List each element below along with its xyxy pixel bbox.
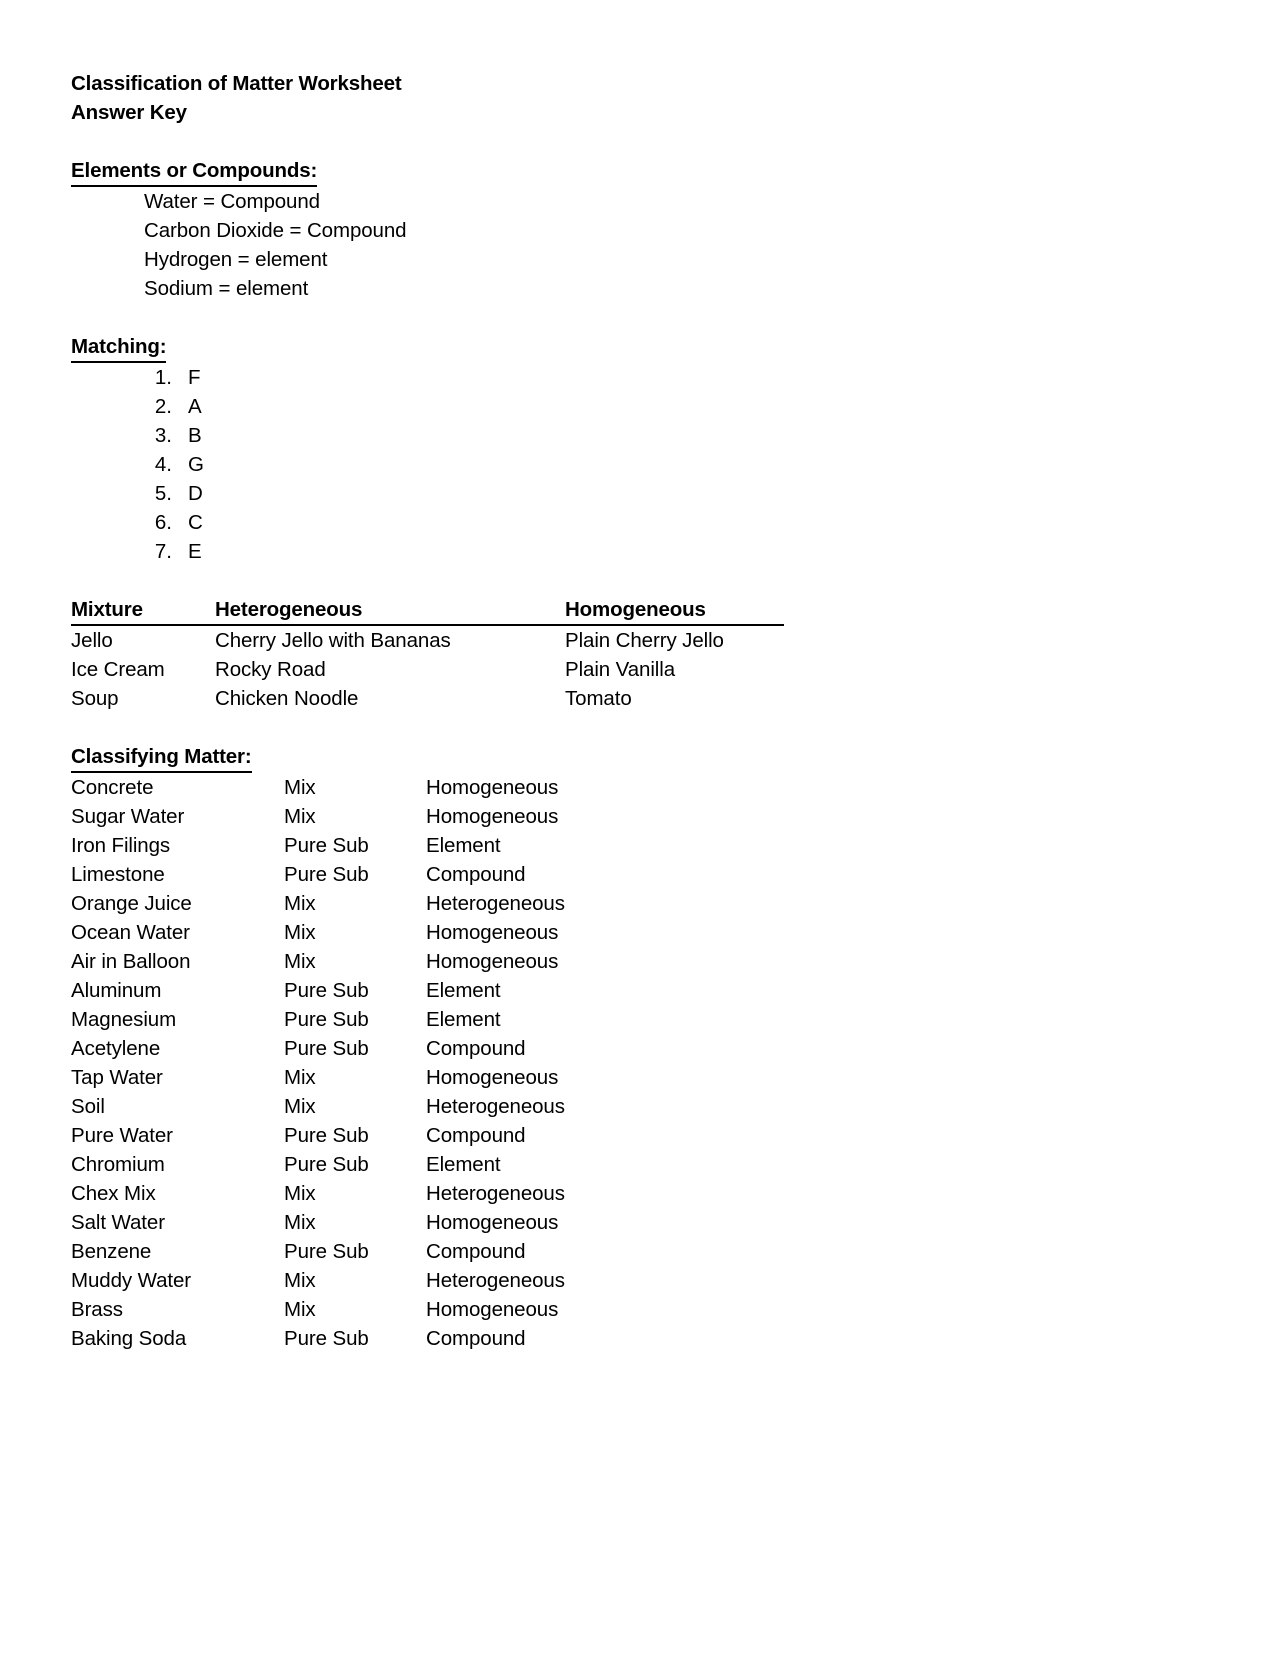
cell-mixture: Ice Cream <box>71 658 165 681</box>
table-row <box>71 1005 686 1034</box>
list-item-number: 6. <box>154 511 172 534</box>
list-item: Water = Compound <box>144 190 320 213</box>
mixture-table-body <box>71 625 784 713</box>
classifying-matter-table-body <box>71 773 686 1353</box>
cell-substance: Muddy Water <box>71 1269 192 1292</box>
cell-category: Element <box>426 979 501 1002</box>
title-line-2: Answer Key <box>71 100 187 124</box>
list-item-number: 2. <box>154 395 172 418</box>
list-item <box>144 508 1280 537</box>
list-item <box>144 421 1280 450</box>
classifying-matter-heading: Classifying Matter: <box>71 742 252 773</box>
cell-category: Element <box>426 1153 501 1176</box>
mixture-table <box>71 595 784 713</box>
table-row <box>71 1092 686 1121</box>
section-classifying-matter <box>71 742 1280 1353</box>
cell-category: Compound <box>426 1327 526 1350</box>
list-item <box>144 392 1280 421</box>
cell-type: Mix <box>284 1095 316 1118</box>
cell-substance: Aluminum <box>71 979 162 1002</box>
cell-type: Mix <box>284 805 316 828</box>
table-row <box>71 947 686 976</box>
cell-type: Mix <box>284 1269 316 1292</box>
spacer <box>71 303 1280 332</box>
cell-category: Homogeneous <box>426 1298 559 1321</box>
cell-mixture: Jello <box>71 629 113 652</box>
table-row <box>71 860 686 889</box>
table-row <box>71 802 686 831</box>
section-matching <box>71 332 1280 566</box>
cell-substance: Ocean Water <box>71 921 190 944</box>
cell-substance: Benzene <box>71 1240 152 1263</box>
cell-category: Compound <box>426 1037 526 1060</box>
cell-type: Mix <box>284 776 316 799</box>
table-row <box>71 1121 686 1150</box>
cell-type: Mix <box>284 921 316 944</box>
cell-category: Homogeneous <box>426 921 559 944</box>
cell-category: Compound <box>426 1240 526 1263</box>
list-item-answer: D <box>188 482 203 505</box>
column-header-heterogeneous: Heterogeneous <box>215 595 565 625</box>
cell-heterogeneous: Rocky Road <box>215 658 326 681</box>
cell-substance: Salt Water <box>71 1211 165 1234</box>
cell-type: Pure Sub <box>284 1037 369 1060</box>
list-item: Sodium = element <box>144 277 309 300</box>
list-item-number: 1. <box>154 366 172 389</box>
cell-homogeneous: Plain Vanilla <box>565 658 675 681</box>
cell-category: Heterogeneous <box>426 1269 565 1292</box>
cell-mixture: Soup <box>71 687 119 710</box>
table-header-row <box>71 595 784 625</box>
spacer <box>71 566 1280 595</box>
list-item: Carbon Dioxide = Compound <box>144 219 407 242</box>
table-row <box>71 1150 686 1179</box>
list-item-number: 3. <box>154 424 172 447</box>
cell-homogeneous: Plain Cherry Jello <box>565 629 724 652</box>
list-item-number: 4. <box>154 453 172 476</box>
cell-category: Homogeneous <box>426 1066 559 1089</box>
table-row <box>71 1034 686 1063</box>
spacer <box>71 713 1280 742</box>
table-row <box>71 625 784 655</box>
cell-type: Pure Sub <box>284 1327 369 1350</box>
cell-type: Mix <box>284 892 316 915</box>
classifying-heading-wrap <box>71 742 1280 773</box>
list-item <box>144 537 1280 566</box>
cell-substance: Magnesium <box>71 1008 177 1031</box>
elements-heading-wrap <box>71 156 1280 187</box>
cell-category: Heterogeneous <box>426 1182 565 1205</box>
table-row <box>71 889 686 918</box>
cell-substance: Iron Filings <box>71 834 171 857</box>
cell-category: Homogeneous <box>426 776 559 799</box>
cell-type: Pure Sub <box>284 863 369 886</box>
cell-category: Heterogeneous <box>426 892 565 915</box>
document-title <box>71 70 1280 127</box>
cell-category: Homogeneous <box>426 950 559 973</box>
cell-substance: Acetylene <box>71 1037 161 1060</box>
cell-substance: Chromium <box>71 1153 165 1176</box>
cell-heterogeneous: Cherry Jello with Bananas <box>215 629 451 652</box>
column-header-mixture: Mixture <box>71 595 215 625</box>
list-item-answer: F <box>188 366 201 389</box>
cell-substance: Baking Soda <box>71 1327 187 1350</box>
list-item-answer: A <box>188 395 202 418</box>
cell-type: Mix <box>284 1211 316 1234</box>
table-row <box>71 976 686 1005</box>
cell-type: Pure Sub <box>284 1124 369 1147</box>
cell-type: Pure Sub <box>284 1240 369 1263</box>
cell-type: Mix <box>284 1066 316 1089</box>
cell-type: Pure Sub <box>284 979 369 1002</box>
list-item <box>144 363 1280 392</box>
elements-list <box>144 187 1280 303</box>
cell-homogeneous: Tomato <box>565 687 632 710</box>
list-item-number: 5. <box>154 482 172 505</box>
mixture-table-head <box>71 595 784 625</box>
table-row <box>71 1295 686 1324</box>
cell-type: Pure Sub <box>284 1008 369 1031</box>
list-item-number: 7. <box>154 540 172 563</box>
cell-substance: Concrete <box>71 776 154 799</box>
cell-category: Heterogeneous <box>426 1095 565 1118</box>
table-row <box>71 655 784 684</box>
list-item-answer: E <box>188 540 202 563</box>
cell-category: Compound <box>426 863 526 886</box>
matching-heading-wrap <box>71 332 1280 363</box>
table-row <box>71 1237 686 1266</box>
cell-substance: Air in Balloon <box>71 950 191 973</box>
title-line-1: Classification of Matter Worksheet <box>71 72 402 95</box>
table-row <box>71 1179 686 1208</box>
list-item-answer: C <box>188 511 203 534</box>
matching-heading: Matching: <box>71 332 166 363</box>
spacer <box>71 127 1280 156</box>
cell-substance: Pure Water <box>71 1124 173 1147</box>
cell-substance: Sugar Water <box>71 805 185 828</box>
cell-type: Mix <box>284 1298 316 1321</box>
cell-category: Element <box>426 834 501 857</box>
list-item-answer: B <box>188 424 202 447</box>
list-item-answer: G <box>188 453 204 476</box>
cell-substance: Chex Mix <box>71 1182 156 1205</box>
cell-type: Mix <box>284 1182 316 1205</box>
cell-substance: Brass <box>71 1298 123 1321</box>
cell-substance: Limestone <box>71 863 165 886</box>
cell-substance: Orange Juice <box>71 892 192 915</box>
cell-substance: Tap Water <box>71 1066 163 1089</box>
cell-type: Pure Sub <box>284 834 369 857</box>
table-row <box>71 1063 686 1092</box>
table-row <box>71 1324 686 1353</box>
cell-type: Pure Sub <box>284 1153 369 1176</box>
matching-list <box>144 363 1280 566</box>
table-row <box>71 773 686 802</box>
list-item <box>144 479 1280 508</box>
cell-category: Element <box>426 1008 501 1031</box>
cell-category: Homogeneous <box>426 805 559 828</box>
classifying-matter-table <box>71 773 686 1353</box>
cell-heterogeneous: Chicken Noodle <box>215 687 359 710</box>
list-item <box>144 450 1280 479</box>
table-row <box>71 684 784 713</box>
cell-category: Compound <box>426 1124 526 1147</box>
section-elements-or-compounds <box>71 156 1280 303</box>
table-row <box>71 831 686 860</box>
table-row <box>71 1266 686 1295</box>
elements-heading: Elements or Compounds: <box>71 156 317 187</box>
table-row <box>71 918 686 947</box>
list-item: Hydrogen = element <box>144 248 328 271</box>
column-header-homogeneous: Homogeneous <box>565 595 784 625</box>
cell-category: Homogeneous <box>426 1211 559 1234</box>
cell-type: Mix <box>284 950 316 973</box>
table-row <box>71 1208 686 1237</box>
cell-substance: Soil <box>71 1095 105 1118</box>
